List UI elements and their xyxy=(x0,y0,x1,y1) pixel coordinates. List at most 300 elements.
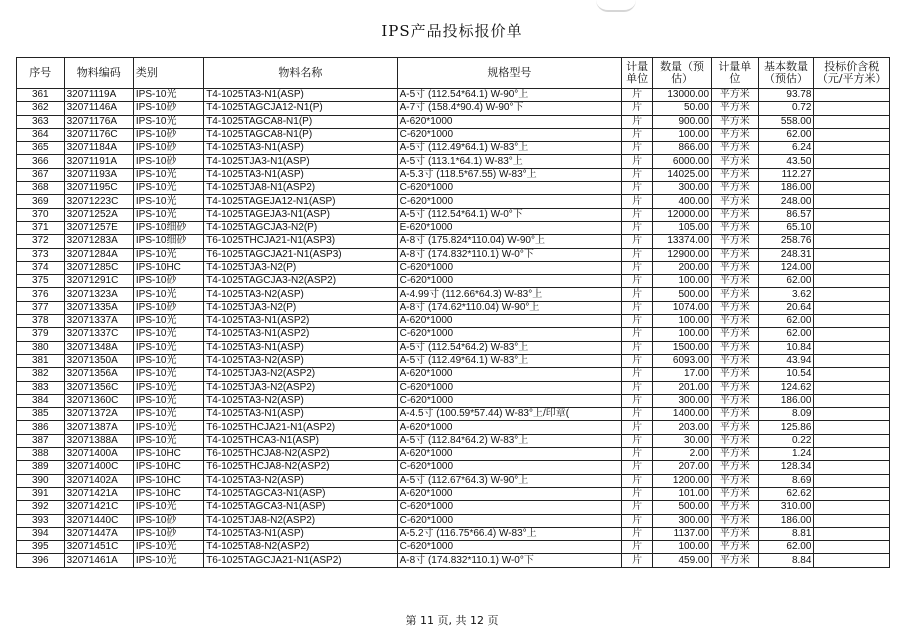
cell-seq: 388 xyxy=(17,448,65,461)
cell-unit: 片 xyxy=(622,421,653,434)
cell-spec-model: C-620*1000 xyxy=(397,461,621,474)
cell-material-name: T4-1025TJA3-N1(ASP) xyxy=(204,155,397,168)
table-row xyxy=(17,128,890,141)
cell-base-quantity: 43.94 xyxy=(758,354,814,367)
cell-unit: 片 xyxy=(622,235,653,248)
cell-bid-price xyxy=(814,541,890,554)
cell-category: IPS-10光 xyxy=(133,195,203,208)
cell-unit: 片 xyxy=(622,434,653,447)
cell-material-name: T4-1025TAGCA3-N1(ASP) xyxy=(204,501,397,514)
cell-category: IPS-10HC xyxy=(133,461,203,474)
cell-quantity: 1074.00 xyxy=(653,301,712,314)
cell-spec-model: C-620*1000 xyxy=(397,394,621,407)
cell-bid-price xyxy=(814,315,890,328)
cell-material-name: T4-1025TJA8-N1(ASP2) xyxy=(204,182,397,195)
cell-quantity: 105.00 xyxy=(653,221,712,234)
cell-category: IPS-10光 xyxy=(133,115,203,128)
table-row xyxy=(17,261,890,274)
cell-unit: 片 xyxy=(622,208,653,221)
cell-category: IPS-10光 xyxy=(133,182,203,195)
cell-bid-price xyxy=(814,421,890,434)
cell-bid-price xyxy=(814,527,890,540)
cell-seq: 390 xyxy=(17,474,65,487)
cell-quantity: 201.00 xyxy=(653,381,712,394)
cell-material-code: 32071451C xyxy=(64,541,133,554)
cell-unit: 片 xyxy=(622,275,653,288)
cell-category: IPS-10光 xyxy=(133,354,203,367)
table-row xyxy=(17,208,890,221)
cell-base-quantity: 8.09 xyxy=(758,408,814,421)
cell-unit: 片 xyxy=(622,301,653,314)
cell-category: IPS-10光 xyxy=(133,315,203,328)
cell-unit: 片 xyxy=(622,341,653,354)
cell-spec-model: A-620*1000 xyxy=(397,315,621,328)
cell-unit: 片 xyxy=(622,487,653,500)
cell-unit: 片 xyxy=(622,261,653,274)
table-row xyxy=(17,195,890,208)
cell-material-name: T6-1025THCJA21-N1(ASP3) xyxy=(204,235,397,248)
cell-material-name: T6-1025TAGCJA21-N1(ASP3) xyxy=(204,248,397,261)
cell-spec-model: A-5.2寸 (116.75*66.4) W-83°上 xyxy=(397,527,621,540)
cell-quantity: 500.00 xyxy=(653,501,712,514)
cell-bid-price xyxy=(814,501,890,514)
cell-unit-2: 平方米 xyxy=(712,221,759,234)
cell-unit: 片 xyxy=(622,155,653,168)
table-row xyxy=(17,408,890,421)
cell-category: IPS-10光 xyxy=(133,434,203,447)
cell-unit: 片 xyxy=(622,527,653,540)
table-row xyxy=(17,474,890,487)
cell-seq: 366 xyxy=(17,155,65,168)
table-row xyxy=(17,168,890,181)
cell-seq: 380 xyxy=(17,341,65,354)
cell-category: IPS-10光 xyxy=(133,328,203,341)
cell-seq: 367 xyxy=(17,168,65,181)
cell-seq: 391 xyxy=(17,487,65,500)
cell-spec-model: A-8寸 (174.62*110.04) W-90°上 xyxy=(397,301,621,314)
table-row xyxy=(17,248,890,261)
cell-material-code: 32071191A xyxy=(64,155,133,168)
table-row xyxy=(17,235,890,248)
cell-base-quantity: 0.72 xyxy=(758,102,814,115)
cell-quantity: 1400.00 xyxy=(653,408,712,421)
cell-unit-2: 平方米 xyxy=(712,448,759,461)
cell-quantity: 200.00 xyxy=(653,261,712,274)
cell-seq: 365 xyxy=(17,142,65,155)
cell-spec-model: A-7寸 (158.4*90.4) W-90°下 xyxy=(397,102,621,115)
cell-seq: 396 xyxy=(17,554,65,567)
cell-base-quantity: 3.62 xyxy=(758,288,814,301)
cell-unit-2: 平方米 xyxy=(712,514,759,527)
cell-material-code: 32071402A xyxy=(64,474,133,487)
cell-unit-2: 平方米 xyxy=(712,434,759,447)
cell-quantity: 300.00 xyxy=(653,514,712,527)
cell-unit-2: 平方米 xyxy=(712,394,759,407)
cell-unit: 片 xyxy=(622,195,653,208)
cell-quantity: 900.00 xyxy=(653,115,712,128)
header-material-code: 物料编码 xyxy=(64,58,133,89)
cell-category: IPS-10砂 xyxy=(133,527,203,540)
header-material-name: 物料名称 xyxy=(204,58,397,89)
cell-bid-price xyxy=(814,288,890,301)
cell-category: IPS-10光 xyxy=(133,421,203,434)
cell-spec-model: A-8寸 (175.824*110.04) W-90°上 xyxy=(397,235,621,248)
cell-base-quantity: 86.57 xyxy=(758,208,814,221)
table-row xyxy=(17,275,890,288)
cell-unit: 片 xyxy=(622,248,653,261)
cell-bid-price xyxy=(814,381,890,394)
table-row xyxy=(17,448,890,461)
cell-material-code: 32071283A xyxy=(64,235,133,248)
cell-bid-price xyxy=(814,394,890,407)
cell-base-quantity: 8.84 xyxy=(758,554,814,567)
cell-category: IPS-10光 xyxy=(133,381,203,394)
cell-bid-price xyxy=(814,102,890,115)
cell-spec-model: C-620*1000 xyxy=(397,128,621,141)
cell-base-quantity: 186.00 xyxy=(758,182,814,195)
cell-material-code: 32071360C xyxy=(64,394,133,407)
cell-category: IPS-10HC xyxy=(133,261,203,274)
cell-quantity: 203.00 xyxy=(653,421,712,434)
cell-spec-model: A-5寸 (112.54*64.1) W-90°上 xyxy=(397,89,621,102)
cell-material-code: 32071337A xyxy=(64,315,133,328)
cell-material-name: T4-1025TAGCJA12-N1(P) xyxy=(204,102,397,115)
cell-seq: 369 xyxy=(17,195,65,208)
cell-material-code: 32071350A xyxy=(64,354,133,367)
cell-base-quantity: 1.24 xyxy=(758,448,814,461)
cell-quantity: 500.00 xyxy=(653,288,712,301)
cell-quantity: 300.00 xyxy=(653,182,712,195)
cell-seq: 375 xyxy=(17,275,65,288)
cell-base-quantity: 62.00 xyxy=(758,315,814,328)
cell-unit: 片 xyxy=(622,354,653,367)
cell-quantity: 300.00 xyxy=(653,394,712,407)
cell-material-code: 32071284A xyxy=(64,248,133,261)
cell-unit: 片 xyxy=(622,501,653,514)
cell-seq: 385 xyxy=(17,408,65,421)
cell-seq: 378 xyxy=(17,315,65,328)
cell-unit: 片 xyxy=(622,554,653,567)
cell-category: IPS-10光 xyxy=(133,89,203,102)
cell-unit: 片 xyxy=(622,315,653,328)
cell-material-code: 32071447A xyxy=(64,527,133,540)
cell-category: IPS-10HC xyxy=(133,487,203,500)
cell-seq: 389 xyxy=(17,461,65,474)
cell-material-name: T4-1025TAGCJA3-N2(ASP2) xyxy=(204,275,397,288)
cell-unit-2: 平方米 xyxy=(712,248,759,261)
cell-seq: 362 xyxy=(17,102,65,115)
cell-spec-model: A-620*1000 xyxy=(397,487,621,500)
cell-category: IPS-10光 xyxy=(133,501,203,514)
cell-category: IPS-10光 xyxy=(133,554,203,567)
cell-quantity: 14025.00 xyxy=(653,168,712,181)
cell-base-quantity: 65.10 xyxy=(758,221,814,234)
cell-seq: 381 xyxy=(17,354,65,367)
table-header-row xyxy=(17,58,890,89)
cell-material-code: 32071257E xyxy=(64,221,133,234)
cell-material-name: T4-1025TJA3-N2(ASP2) xyxy=(204,368,397,381)
cell-base-quantity: 112.27 xyxy=(758,168,814,181)
cell-quantity: 1137.00 xyxy=(653,527,712,540)
cell-unit-2: 平方米 xyxy=(712,155,759,168)
cell-bid-price xyxy=(814,354,890,367)
table-row xyxy=(17,142,890,155)
header-quantity: 数量（预估） xyxy=(653,58,712,89)
table-body xyxy=(17,89,890,568)
cell-quantity: 12900.00 xyxy=(653,248,712,261)
header-unit: 计量单位 xyxy=(622,58,653,89)
table-row xyxy=(17,501,890,514)
cell-material-code: 32071323A xyxy=(64,288,133,301)
table-row xyxy=(17,155,890,168)
cell-unit: 片 xyxy=(622,394,653,407)
cell-bid-price xyxy=(814,275,890,288)
cell-unit-2: 平方米 xyxy=(712,115,759,128)
cell-unit: 片 xyxy=(622,408,653,421)
seal-stamp-fragment xyxy=(596,0,636,12)
cell-unit-2: 平方米 xyxy=(712,195,759,208)
cell-category: IPS-10砂 xyxy=(133,142,203,155)
cell-category: IPS-10砂 xyxy=(133,275,203,288)
cell-seq: 384 xyxy=(17,394,65,407)
cell-spec-model: A-5寸 (112.54*64.2) W-83°上 xyxy=(397,341,621,354)
table-row xyxy=(17,527,890,540)
cell-quantity: 30.00 xyxy=(653,434,712,447)
table-row xyxy=(17,301,890,314)
header-spec-model: 规格型号 xyxy=(397,58,621,89)
cell-bid-price xyxy=(814,328,890,341)
cell-spec-model: A-5寸 (112.49*64.1) W-83°上 xyxy=(397,354,621,367)
cell-material-name: T4-1025TA3-N1(ASP) xyxy=(204,142,397,155)
cell-unit: 片 xyxy=(622,168,653,181)
cell-category: IPS-10光 xyxy=(133,288,203,301)
cell-quantity: 100.00 xyxy=(653,328,712,341)
cell-material-code: 32071461A xyxy=(64,554,133,567)
table-row xyxy=(17,487,890,500)
cell-base-quantity: 20.64 xyxy=(758,301,814,314)
cell-category: IPS-10砂 xyxy=(133,128,203,141)
cell-seq: 382 xyxy=(17,368,65,381)
cell-category: IPS-10细砂 xyxy=(133,221,203,234)
cell-category: IPS-10光 xyxy=(133,394,203,407)
cell-spec-model: A-620*1000 xyxy=(397,115,621,128)
cell-category: IPS-10光 xyxy=(133,541,203,554)
cell-material-name: T4-1025TAGCJA3-N2(P) xyxy=(204,221,397,234)
cell-material-name: T4-1025TAGCA3-N1(ASP) xyxy=(204,487,397,500)
cell-quantity: 400.00 xyxy=(653,195,712,208)
cell-category: IPS-10细砂 xyxy=(133,235,203,248)
table-row xyxy=(17,115,890,128)
cell-unit-2: 平方米 xyxy=(712,89,759,102)
cell-quantity: 459.00 xyxy=(653,554,712,567)
cell-spec-model: A-620*1000 xyxy=(397,448,621,461)
cell-quantity: 2.00 xyxy=(653,448,712,461)
table-row xyxy=(17,381,890,394)
cell-seq: 392 xyxy=(17,501,65,514)
cell-spec-model: C-620*1000 xyxy=(397,275,621,288)
cell-unit-2: 平方米 xyxy=(712,235,759,248)
cell-spec-model: C-620*1000 xyxy=(397,182,621,195)
cell-unit: 片 xyxy=(622,221,653,234)
cell-unit: 片 xyxy=(622,288,653,301)
header-base-quantity: 基本数量（预估） xyxy=(758,58,814,89)
cell-material-name: T4-1025TAGEJA3-N1(ASP) xyxy=(204,208,397,221)
cell-base-quantity: 8.69 xyxy=(758,474,814,487)
cell-quantity: 1200.00 xyxy=(653,474,712,487)
cell-quantity: 6000.00 xyxy=(653,155,712,168)
cell-material-code: 32071337C xyxy=(64,328,133,341)
header-category: 类别 xyxy=(133,58,203,89)
cell-material-name: T4-1025TA3-N2(ASP) xyxy=(204,288,397,301)
cell-category: IPS-10砂 xyxy=(133,102,203,115)
cell-spec-model: A-5寸 (112.84*64.2) W-83°上 xyxy=(397,434,621,447)
cell-bid-price xyxy=(814,115,890,128)
cell-material-name: T4-1025TJA3-N2(ASP2) xyxy=(204,381,397,394)
cell-seq: 372 xyxy=(17,235,65,248)
cell-bid-price xyxy=(814,248,890,261)
cell-unit-2: 平方米 xyxy=(712,275,759,288)
cell-material-name: T4-1025TA3-N2(ASP) xyxy=(204,354,397,367)
header-unit-2: 计量单位 xyxy=(712,58,759,89)
cell-quantity: 50.00 xyxy=(653,102,712,115)
cell-material-name: T6-1025TAGCJA21-N1(ASP2) xyxy=(204,554,397,567)
cell-seq: 394 xyxy=(17,527,65,540)
cell-base-quantity: 62.00 xyxy=(758,128,814,141)
cell-material-name: T4-1025TA3-N1(ASP) xyxy=(204,408,397,421)
cell-material-code: 32071119A xyxy=(64,89,133,102)
cell-unit-2: 平方米 xyxy=(712,142,759,155)
cell-seq: 383 xyxy=(17,381,65,394)
cell-spec-model: C-620*1000 xyxy=(397,261,621,274)
cell-material-code: 32071388A xyxy=(64,434,133,447)
cell-seq: 377 xyxy=(17,301,65,314)
cell-base-quantity: 10.54 xyxy=(758,368,814,381)
cell-seq: 387 xyxy=(17,434,65,447)
cell-category: IPS-10光 xyxy=(133,341,203,354)
cell-material-name: T4-1025TA3-N1(ASP) xyxy=(204,89,397,102)
cell-spec-model: C-620*1000 xyxy=(397,328,621,341)
cell-unit-2: 平方米 xyxy=(712,408,759,421)
cell-unit-2: 平方米 xyxy=(712,501,759,514)
table-row xyxy=(17,541,890,554)
cell-category: IPS-10光 xyxy=(133,168,203,181)
table-row xyxy=(17,461,890,474)
cell-material-name: T4-1025TA3-N2(ASP) xyxy=(204,394,397,407)
cell-unit-2: 平方米 xyxy=(712,341,759,354)
cell-quantity: 12000.00 xyxy=(653,208,712,221)
cell-material-name: T4-1025TAGCA8-N1(P) xyxy=(204,128,397,141)
cell-category: IPS-10光 xyxy=(133,208,203,221)
cell-material-name: T4-1025TA3-N1(ASP2) xyxy=(204,328,397,341)
cell-base-quantity: 186.00 xyxy=(758,514,814,527)
table-row xyxy=(17,394,890,407)
cell-quantity: 866.00 xyxy=(653,142,712,155)
cell-quantity: 100.00 xyxy=(653,275,712,288)
cell-base-quantity: 248.00 xyxy=(758,195,814,208)
cell-category: IPS-10HC xyxy=(133,474,203,487)
cell-category: IPS-10光 xyxy=(133,408,203,421)
table-row xyxy=(17,434,890,447)
cell-bid-price xyxy=(814,195,890,208)
cell-unit-2: 平方米 xyxy=(712,354,759,367)
cell-base-quantity: 10.84 xyxy=(758,341,814,354)
cell-base-quantity: 62.62 xyxy=(758,487,814,500)
cell-bid-price xyxy=(814,434,890,447)
table-row xyxy=(17,421,890,434)
table-row xyxy=(17,182,890,195)
table-row xyxy=(17,341,890,354)
cell-spec-model: A-620*1000 xyxy=(397,421,621,434)
table-row xyxy=(17,354,890,367)
cell-spec-model: A-5寸 (112.54*64.1) W-0°下 xyxy=(397,208,621,221)
cell-quantity: 100.00 xyxy=(653,128,712,141)
cell-seq: 373 xyxy=(17,248,65,261)
cell-category: IPS-10砂 xyxy=(133,301,203,314)
cell-material-code: 32071400C xyxy=(64,461,133,474)
header-seq: 序号 xyxy=(17,58,65,89)
cell-base-quantity: 248.31 xyxy=(758,248,814,261)
cell-seq: 363 xyxy=(17,115,65,128)
cell-unit: 片 xyxy=(622,128,653,141)
cell-material-name: T4-1025TA3-N1(ASP) xyxy=(204,168,397,181)
cell-seq: 393 xyxy=(17,514,65,527)
cell-material-code: 32071193A xyxy=(64,168,133,181)
table-row xyxy=(17,288,890,301)
cell-material-code: 32071285C xyxy=(64,261,133,274)
table-row xyxy=(17,102,890,115)
cell-material-name: T4-1025THCA3-N1(ASP) xyxy=(204,434,397,447)
cell-quantity: 100.00 xyxy=(653,315,712,328)
cell-material-name: T4-1025TA3-N1(ASP2) xyxy=(204,315,397,328)
cell-quantity: 13374.00 xyxy=(653,235,712,248)
cell-spec-model: A-8寸 (174.832*110.1) W-0°下 xyxy=(397,554,621,567)
cell-bid-price xyxy=(814,155,890,168)
cell-material-name: T6-1025THCJA8-N2(ASP2) xyxy=(204,448,397,461)
cell-material-code: 32071348A xyxy=(64,341,133,354)
cell-unit: 片 xyxy=(622,102,653,115)
cell-material-code: 32071176C xyxy=(64,128,133,141)
cell-unit: 片 xyxy=(622,514,653,527)
cell-bid-price xyxy=(814,261,890,274)
cell-bid-price xyxy=(814,408,890,421)
cell-bid-price xyxy=(814,182,890,195)
cell-spec-model: C-620*1000 xyxy=(397,195,621,208)
cell-unit-2: 平方米 xyxy=(712,381,759,394)
cell-spec-model: A-5寸 (112.67*64.3) W-90°上 xyxy=(397,474,621,487)
cell-unit: 片 xyxy=(622,474,653,487)
cell-seq: 371 xyxy=(17,221,65,234)
cell-unit-2: 平方米 xyxy=(712,301,759,314)
cell-base-quantity: 310.00 xyxy=(758,501,814,514)
cell-unit-2: 平方米 xyxy=(712,315,759,328)
cell-base-quantity: 62.00 xyxy=(758,541,814,554)
cell-material-code: 32071421A xyxy=(64,487,133,500)
cell-material-code: 32071440C xyxy=(64,514,133,527)
cell-unit-2: 平方米 xyxy=(712,554,759,567)
cell-material-name: T4-1025TA3-N2(ASP) xyxy=(204,474,397,487)
cell-base-quantity: 93.78 xyxy=(758,89,814,102)
cell-base-quantity: 8.81 xyxy=(758,527,814,540)
cell-spec-model: A-5寸 (113.1*64.1) W-83°上 xyxy=(397,155,621,168)
cell-spec-model: A-8寸 (174.832*110.1) W-0°下 xyxy=(397,248,621,261)
table-row xyxy=(17,315,890,328)
page-footer: 第 11 页, 共 12 页 xyxy=(405,614,499,627)
cell-unit: 片 xyxy=(622,461,653,474)
cell-material-code: 32071356C xyxy=(64,381,133,394)
cell-base-quantity: 43.50 xyxy=(758,155,814,168)
cell-unit-2: 平方米 xyxy=(712,328,759,341)
cell-base-quantity: 124.00 xyxy=(758,261,814,274)
